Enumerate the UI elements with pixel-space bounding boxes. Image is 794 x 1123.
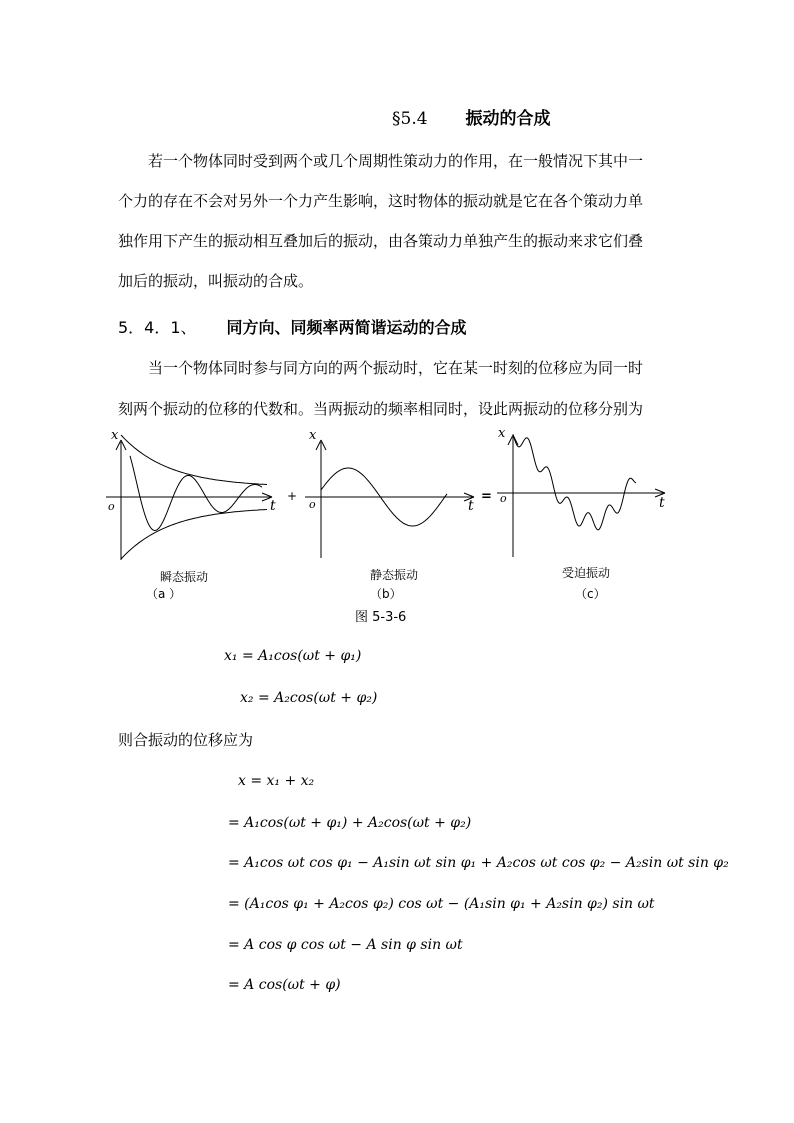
paragraph-line: 独作用下产生的振动相互叠加后的振动，由各策动力单独产生的振动来求它们叠 <box>118 232 644 250</box>
origin-label-b: o <box>309 498 316 511</box>
equation-x2: x₂ = A₂cos(ωt + φ₂) <box>240 690 378 706</box>
panel-b <box>305 440 474 558</box>
upper-envelope <box>121 435 267 485</box>
paragraph-line: 若一个物体同时受到两个或几个周期性策动力的作用，在一般情况下其中一 <box>148 152 644 170</box>
section-title <box>392 104 551 129</box>
panel-c-tag: （c） <box>575 587 606 601</box>
section-name: 振动的合成 <box>465 109 551 129</box>
x-label-c: x <box>498 426 506 441</box>
plus-sign: + <box>287 489 298 503</box>
panel-a <box>106 435 272 560</box>
paragraph-line: 刻两个振动的位移的代数和。当两振动的频率相同时，设此两振动的位移分别为 <box>118 400 644 418</box>
section-number: §5.4 <box>392 109 428 129</box>
equation-line: = A₁cos(ωt + φ₁) + A₂cos(ωt + φ₂) <box>228 815 472 831</box>
panel-b-name: 静态振动 <box>370 568 419 582</box>
figure-caption: 图 5-3-6 <box>355 610 407 625</box>
equation-line: x = x₁ + x₂ <box>238 773 315 789</box>
paragraph-line: 个力的存在不会对另外一个力产生影响，这时物体的振动就是它在各个策动力单 <box>118 192 644 210</box>
equation-line: = A cos φ cos ωt − A sin φ sin ωt <box>228 937 463 953</box>
paragraph-line: 加后的振动，叫振动的合成。 <box>118 272 314 290</box>
equals-sign: = <box>481 489 492 504</box>
result-intro: 则合振动的位移应为 <box>118 731 254 749</box>
t-label-b: t <box>468 498 474 514</box>
equation-line: = A₁cos ωt cos φ₁ − A₁sin ωt sin φ₁ + A₂cos ωt cos φ₂ − A₂sin ωt sin φ₂ <box>228 855 729 871</box>
equation-line: = (A₁cos φ₁ + A₂cos φ₂) cos ωt − (A₁sin φ₁ + A₂sin φ₂) sin ωt <box>228 896 655 912</box>
panel-c <box>497 434 665 557</box>
subsection-title: 同方向、同频率两简谐运动的合成 <box>226 318 467 337</box>
panel-a-name: 瞬态振动 <box>160 570 209 584</box>
subsection-heading <box>118 315 467 338</box>
t-label-c: t <box>659 495 665 511</box>
x-label-b: x <box>309 428 317 443</box>
panel-a-tag: （a ） <box>146 587 182 601</box>
origin-label-c: o <box>500 492 507 505</box>
subsection-number: 5．4．1、 <box>118 318 197 337</box>
damped-curve <box>130 456 262 531</box>
equation-line: = A cos(ωt + φ) <box>228 977 341 993</box>
paragraph-line: 当一个物体同时参与同方向的两个振动时，它在某一时刻的位移应为同一时 <box>148 359 644 377</box>
x-label-a: x <box>111 428 119 443</box>
t-label-a: t <box>270 498 276 514</box>
panel-b-tag: （b） <box>370 587 402 601</box>
equation-x1: x₁ = A₁cos(ωt + φ₁) <box>224 648 362 664</box>
panel-c-name: 受迫振动 <box>562 566 611 580</box>
origin-label-a: o <box>108 500 115 513</box>
vibration-figure <box>0 420 794 570</box>
lower-envelope <box>121 510 267 560</box>
forced-curve <box>513 434 636 530</box>
